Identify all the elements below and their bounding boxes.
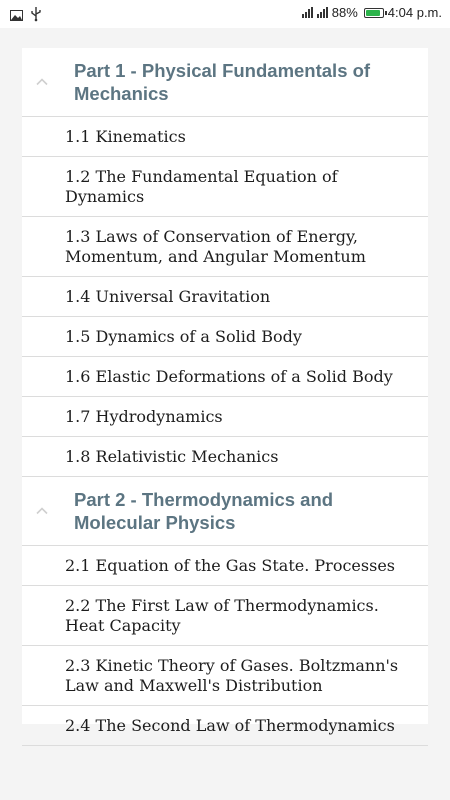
- signal-icon: [302, 7, 313, 18]
- battery-fill: [366, 10, 380, 16]
- status-bar: [0, 0, 450, 28]
- chapter-list-item[interactable]: 1.1 Kinematics: [22, 117, 428, 157]
- chapter-list-item[interactable]: 2.3 Kinetic Theory of Gases. Boltzmann's Law and Maxwell's Distribution: [22, 646, 428, 706]
- chapter-list-item[interactable]: 1.6 Elastic Deformations of a Solid Body: [22, 357, 428, 397]
- chapter-list-item[interactable]: 1.2 The Fundamental Equation of Dynamics: [22, 157, 428, 217]
- chapter-list-item[interactable]: 1.7 Hydrodynamics: [22, 397, 428, 437]
- chapter-list-item[interactable]: 2.4 The Second Law of Thermodynamics: [22, 706, 428, 746]
- section-title: Part 1 - Physical Fundamentals of Mechanics: [74, 60, 371, 104]
- chapter-list-item[interactable]: 1.5 Dynamics of a Solid Body: [22, 317, 428, 357]
- section-header[interactable]: [22, 477, 428, 546]
- chapter-list-item[interactable]: 2.2 The First Law of Thermodynamics. Heat Capacity: [22, 586, 428, 646]
- chevron-up-icon[interactable]: [35, 75, 49, 89]
- section-header[interactable]: [22, 48, 428, 117]
- signal-icon: [317, 7, 328, 18]
- chapter-list-item[interactable]: 1.3 Laws of Conservation of Energy, Momentum, and Angular Momentum: [22, 217, 428, 277]
- chapter-list-item[interactable]: 1.4 Universal Gravitation: [22, 277, 428, 317]
- battery-percentage: 88%: [331, 5, 358, 20]
- image-icon: [10, 6, 23, 25]
- battery-icon: [364, 8, 384, 18]
- usb-icon: [31, 6, 41, 25]
- chapter-list[interactable]: [22, 48, 428, 735]
- chapter-list-item[interactable]: 1.8 Relativistic Mechanics: [22, 437, 428, 477]
- section-title: Part 2 - Thermodynamics and Molecular Physics: [74, 489, 334, 533]
- clock: 4:04 p.m.: [387, 5, 442, 20]
- chevron-up-icon[interactable]: [35, 504, 49, 518]
- chapter-list-item[interactable]: 2.1 Equation of the Gas State. Processes: [22, 546, 428, 586]
